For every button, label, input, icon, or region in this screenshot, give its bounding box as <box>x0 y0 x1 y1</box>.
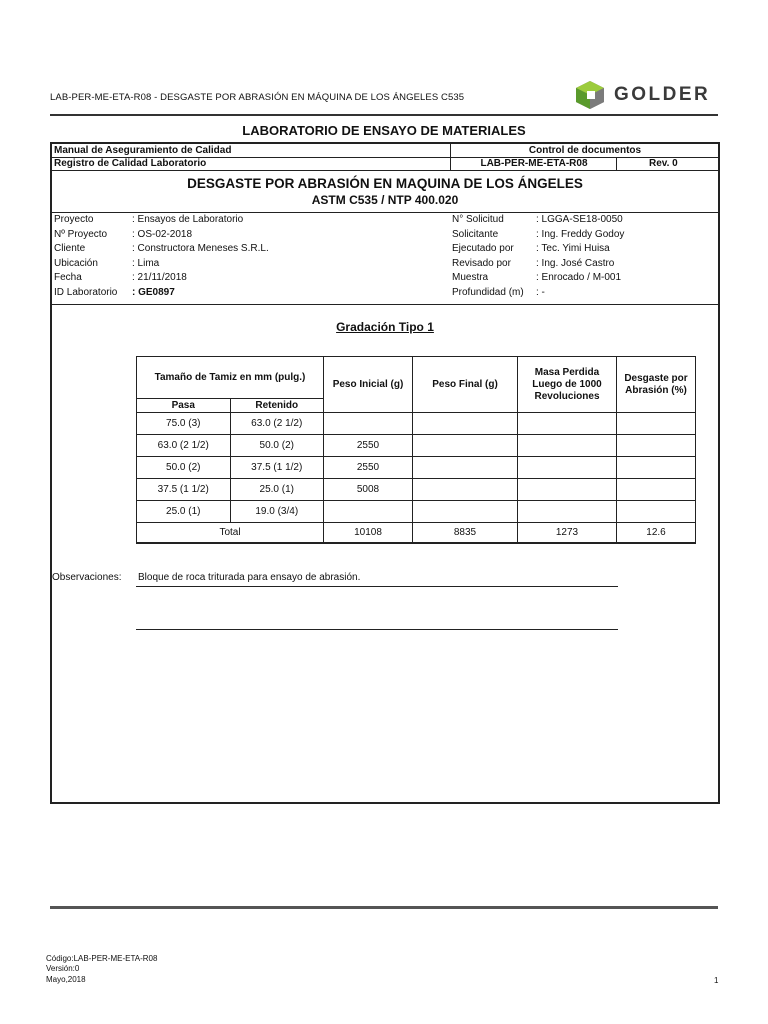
golder-logo-icon <box>574 80 606 110</box>
gradation-title: Gradación Tipo 1 <box>336 320 434 334</box>
info-value: : Lima <box>132 257 160 269</box>
info-value: : Enrocado / M-001 <box>536 272 622 283</box>
info-row <box>452 228 624 243</box>
cell-pasa: 75.0 (3) <box>137 413 231 435</box>
cell-lost <box>518 479 617 501</box>
cell-initial <box>324 501 413 523</box>
cell-initial <box>324 413 413 435</box>
col-header-lost: Masa Perdida Luego de 1000 Revoluciones <box>518 357 617 413</box>
document-code: LAB-PER-ME-ETA-R08 <box>450 157 617 170</box>
cell-retenido: 50.0 (2) <box>230 435 324 457</box>
lab-id-value: : GE0897 <box>132 286 175 298</box>
info-label: Cliente <box>54 243 86 254</box>
info-value: : Tec. Yimi Huisa <box>536 243 610 254</box>
info-row <box>452 213 624 228</box>
cell-final <box>413 479 518 501</box>
cell-final <box>413 413 518 435</box>
info-value: : OS-02-2018 <box>132 228 193 240</box>
control-row-1 <box>52 144 718 158</box>
observations-value: Bloque de roca triturada para ensayo de abrasión. <box>138 572 361 583</box>
table-row <box>137 501 696 523</box>
quality-register-label: Registro de Calidad Laboratorio <box>54 158 207 169</box>
lab-title: LABORATORIO DE ENSAYO DE MATERIALES <box>242 123 526 138</box>
cell-wear <box>617 501 696 523</box>
table-row <box>137 479 696 501</box>
golder-logo <box>574 80 710 110</box>
total-wear: 12.6 <box>617 523 696 543</box>
cell-wear <box>617 435 696 457</box>
table-row <box>137 413 696 435</box>
info-label: Fecha <box>54 272 82 283</box>
info-value: : LGGA-SE18-0050 <box>536 214 623 225</box>
cell-pasa: 63.0 (2 1/2) <box>137 435 231 457</box>
control-row-2 <box>52 157 718 171</box>
info-label: Nº Proyecto <box>54 228 108 240</box>
cell-final <box>413 457 518 479</box>
cell-lost <box>518 501 617 523</box>
total-final: 8835 <box>413 523 518 543</box>
table-total-row <box>137 523 696 543</box>
cell-pasa: 37.5 (1 1/2) <box>137 479 231 501</box>
document-header-line: LAB-PER-ME-ETA-R08 - DESGASTE POR ABRASIÓN EN MÁQUINA DE LOS ÁNGELES C535 <box>50 92 465 103</box>
info-value: : Ing. José Castro <box>536 257 615 269</box>
total-initial: 10108 <box>324 523 413 543</box>
total-lost: 1273 <box>518 523 617 543</box>
info-label: Muestra <box>452 272 489 283</box>
info-label: Solicitante <box>452 228 499 240</box>
info-label: ID Laboratorio <box>54 286 118 298</box>
footer-version: Versión:0 <box>46 964 80 973</box>
document-control-label: Control de documentos <box>450 144 719 157</box>
info-row <box>54 286 269 301</box>
cell-retenido: 19.0 (3/4) <box>230 501 324 523</box>
observations-label: Observaciones: <box>52 572 122 583</box>
info-right <box>452 213 624 300</box>
info-value: : Ensayos de Laboratorio <box>132 214 244 225</box>
total-label: Total <box>137 523 324 543</box>
info-row <box>54 213 269 228</box>
cell-pasa: 25.0 (1) <box>137 501 231 523</box>
cell-lost <box>518 457 617 479</box>
col-header-sieve: Tamaño de Tamiz en mm (pulg.) <box>137 357 324 399</box>
test-standard: ASTM C535 / NTP 400.020 <box>311 193 459 207</box>
info-label: Profundidad (m) <box>452 286 524 298</box>
col-header-initial: Peso Inicial (g) <box>324 357 413 413</box>
info-row <box>452 286 624 301</box>
info-value: : - <box>536 286 545 298</box>
revision-label: Rev. 0 <box>649 158 678 169</box>
info-row <box>452 257 624 272</box>
separator <box>52 304 718 305</box>
cell-pasa: 50.0 (2) <box>137 457 231 479</box>
cell-retenido: 63.0 (2 1/2) <box>230 413 324 435</box>
test-title: DESGASTE POR ABRASIÓN EN MAQUINA DE LOS ÁNGELES <box>187 176 583 191</box>
cell-wear <box>617 413 696 435</box>
info-row <box>452 242 624 257</box>
info-label: N° Solicitud <box>452 214 504 225</box>
info-row <box>54 271 269 286</box>
info-value: : Ing. Freddy Godoy <box>536 228 625 240</box>
logo-wordmark: GOLDER <box>614 84 711 105</box>
observations-underline <box>136 629 618 630</box>
page-number: 1 <box>714 976 719 985</box>
abrasion-table <box>136 356 696 544</box>
info-label: Ejecutado por <box>452 243 514 254</box>
col-header-final: Peso Final (g) <box>413 357 518 413</box>
cell-wear <box>617 457 696 479</box>
cell-initial: 5008 <box>324 479 413 501</box>
footer-date: Mayo,2018 <box>46 975 86 984</box>
observations-underline <box>136 586 618 587</box>
col-header-retenido: Retenido <box>230 399 324 413</box>
info-label: Proyecto <box>54 214 94 225</box>
info-row <box>54 257 269 272</box>
footer-rule <box>50 906 718 909</box>
info-row <box>452 271 624 286</box>
info-row <box>54 228 269 243</box>
cell-wear <box>617 479 696 501</box>
info-left <box>54 213 269 300</box>
info-value: : 21/11/2018 <box>132 272 187 283</box>
info-label: Ubicación <box>54 257 98 269</box>
cell-retenido: 25.0 (1) <box>230 479 324 501</box>
cell-initial: 2550 <box>324 457 413 479</box>
info-value: : Constructora Meneses S.R.L. <box>132 243 269 254</box>
table-row <box>137 457 696 479</box>
quality-manual-label: Manual de Aseguramiento de Calidad <box>54 145 232 156</box>
info-row <box>54 242 269 257</box>
table-row <box>137 435 696 457</box>
col-header-wear: Desgaste por Abrasión (%) <box>617 357 696 413</box>
col-header-pasa: Pasa <box>137 399 231 413</box>
info-label: Revisado por <box>452 257 511 269</box>
top-rule <box>50 114 718 116</box>
cell-lost <box>518 413 617 435</box>
footer-code: Código:LAB-PER-ME-ETA-R08 <box>46 954 158 963</box>
cell-initial: 2550 <box>324 435 413 457</box>
cell-lost <box>518 435 617 457</box>
document-frame <box>50 142 720 804</box>
cell-final <box>413 435 518 457</box>
cell-final <box>413 501 518 523</box>
cell-retenido: 37.5 (1 1/2) <box>230 457 324 479</box>
